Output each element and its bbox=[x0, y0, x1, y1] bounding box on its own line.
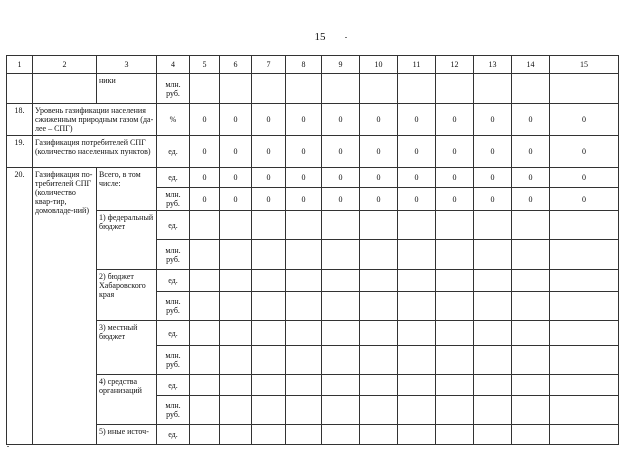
value-cell: 0 bbox=[436, 136, 474, 168]
value-cell bbox=[252, 346, 286, 375]
value-cell: 0 bbox=[512, 136, 550, 168]
value-cell: 0 bbox=[322, 168, 360, 188]
value-cell bbox=[474, 240, 512, 270]
indicator-name: Газификация по-требителей СПГ (количество квар-тир, домовладе-ний) bbox=[33, 168, 97, 445]
value-cell bbox=[220, 375, 252, 396]
value-cell bbox=[322, 240, 360, 270]
value-cell: 0 bbox=[190, 104, 220, 136]
value-cell bbox=[398, 346, 436, 375]
value-cell bbox=[360, 346, 398, 375]
column-header: 9 bbox=[322, 56, 360, 74]
value-cell bbox=[190, 240, 220, 270]
unit-cell: млн. руб. bbox=[157, 74, 190, 104]
value-cell bbox=[550, 375, 619, 396]
value-cell: 0 bbox=[512, 104, 550, 136]
unit-cell: млн. руб. bbox=[157, 396, 190, 425]
value-cell: 0 bbox=[512, 188, 550, 211]
value-cell bbox=[360, 321, 398, 346]
continuation-row bbox=[7, 74, 619, 104]
value-cell bbox=[252, 375, 286, 396]
column-header: 4 bbox=[157, 56, 190, 74]
value-cell: 0 bbox=[550, 188, 619, 211]
value-cell bbox=[286, 375, 322, 396]
value-cell bbox=[398, 396, 436, 425]
value-cell: 0 bbox=[398, 188, 436, 211]
value-cell bbox=[360, 270, 398, 292]
header-row bbox=[7, 56, 619, 74]
value-cell bbox=[190, 211, 220, 240]
value-cell bbox=[474, 425, 512, 445]
indicators-table bbox=[6, 55, 619, 445]
unit-cell: ед. bbox=[157, 136, 190, 168]
value-cell bbox=[190, 321, 220, 346]
unit-cell: млн. руб. bbox=[157, 346, 190, 375]
value-cell bbox=[474, 375, 512, 396]
scan-speck bbox=[345, 37, 347, 38]
value-cell bbox=[436, 346, 474, 375]
indicator-name: Газификация потребителей СПГ (количество населенных пунктов) bbox=[33, 136, 157, 168]
column-header: 13 bbox=[474, 56, 512, 74]
unit-cell: ед. bbox=[157, 375, 190, 396]
column-header: 15 bbox=[550, 56, 619, 74]
value-cell bbox=[550, 292, 619, 321]
value-cell: 0 bbox=[190, 136, 220, 168]
value-cell bbox=[360, 425, 398, 445]
value-cell bbox=[512, 321, 550, 346]
unit-cell: % bbox=[157, 104, 190, 136]
value-cell bbox=[474, 396, 512, 425]
value-cell: 0 bbox=[286, 136, 322, 168]
value-cell bbox=[190, 74, 220, 104]
unit-cell: ед. bbox=[157, 425, 190, 445]
value-cell bbox=[220, 346, 252, 375]
value-cell bbox=[360, 292, 398, 321]
value-cell bbox=[360, 74, 398, 104]
value-cell bbox=[322, 396, 360, 425]
value-cell: 0 bbox=[322, 188, 360, 211]
value-cell bbox=[252, 321, 286, 346]
value-cell bbox=[550, 346, 619, 375]
column-header: 3 bbox=[97, 56, 157, 74]
value-cell bbox=[286, 292, 322, 321]
value-cell bbox=[220, 292, 252, 321]
column-header: 8 bbox=[286, 56, 322, 74]
value-cell bbox=[474, 74, 512, 104]
value-cell: 0 bbox=[220, 104, 252, 136]
value-cell: 0 bbox=[512, 168, 550, 188]
value-cell bbox=[360, 240, 398, 270]
indicator-row bbox=[7, 136, 619, 168]
value-cell bbox=[190, 375, 220, 396]
table-cell bbox=[33, 74, 97, 104]
value-cell bbox=[220, 74, 252, 104]
column-header: 12 bbox=[436, 56, 474, 74]
column-header: 11 bbox=[398, 56, 436, 74]
source-label: 3) местный бюджет bbox=[97, 321, 157, 375]
value-cell bbox=[550, 74, 619, 104]
value-cell bbox=[220, 321, 252, 346]
value-cell bbox=[474, 346, 512, 375]
value-cell: 0 bbox=[360, 168, 398, 188]
value-cell bbox=[398, 375, 436, 396]
column-header: 1 bbox=[7, 56, 33, 74]
value-cell bbox=[398, 240, 436, 270]
value-cell bbox=[322, 346, 360, 375]
value-cell: 0 bbox=[252, 104, 286, 136]
value-cell bbox=[286, 425, 322, 445]
value-cell: 0 bbox=[436, 104, 474, 136]
value-cell: 0 bbox=[322, 104, 360, 136]
row-number: 18. bbox=[7, 104, 33, 136]
value-cell bbox=[286, 270, 322, 292]
value-cell bbox=[436, 74, 474, 104]
value-cell bbox=[436, 211, 474, 240]
value-cell bbox=[252, 240, 286, 270]
value-cell bbox=[512, 346, 550, 375]
value-cell bbox=[286, 346, 322, 375]
source-row bbox=[7, 211, 619, 240]
value-cell bbox=[436, 396, 474, 425]
value-cell bbox=[398, 211, 436, 240]
value-cell bbox=[398, 292, 436, 321]
value-cell: 0 bbox=[474, 188, 512, 211]
value-cell bbox=[190, 270, 220, 292]
value-cell bbox=[286, 396, 322, 425]
value-cell bbox=[322, 321, 360, 346]
unit-cell: ед. bbox=[157, 211, 190, 240]
value-cell bbox=[322, 211, 360, 240]
value-cell bbox=[190, 425, 220, 445]
value-cell bbox=[252, 211, 286, 240]
value-cell: 0 bbox=[436, 168, 474, 188]
value-cell: 0 bbox=[474, 104, 512, 136]
source-row bbox=[7, 270, 619, 292]
value-cell bbox=[252, 292, 286, 321]
indicator-name: Уровень газификации населения сжиженным природным газом (да-лее – СПГ) bbox=[33, 104, 157, 136]
source-row bbox=[7, 425, 619, 445]
column-header: 7 bbox=[252, 56, 286, 74]
value-cell bbox=[474, 270, 512, 292]
value-cell: 0 bbox=[550, 136, 619, 168]
source-label: 4) средства организаций bbox=[97, 375, 157, 425]
column-header: 6 bbox=[220, 56, 252, 74]
value-cell: 0 bbox=[398, 168, 436, 188]
indicator-row bbox=[7, 104, 619, 136]
scan-speck bbox=[7, 446, 9, 447]
value-cell: 0 bbox=[252, 188, 286, 211]
value-cell: 0 bbox=[360, 104, 398, 136]
column-header: 14 bbox=[512, 56, 550, 74]
value-cell bbox=[220, 240, 252, 270]
value-cell bbox=[550, 396, 619, 425]
value-cell bbox=[550, 321, 619, 346]
value-cell bbox=[550, 211, 619, 240]
value-cell: 0 bbox=[220, 168, 252, 188]
value-cell bbox=[220, 211, 252, 240]
value-cell bbox=[398, 425, 436, 445]
value-cell bbox=[322, 74, 360, 104]
source-label: 5) иные источ- bbox=[97, 425, 157, 445]
value-cell: 0 bbox=[322, 136, 360, 168]
value-cell bbox=[550, 425, 619, 445]
value-cell: 0 bbox=[220, 188, 252, 211]
unit-cell: млн. руб. bbox=[157, 240, 190, 270]
page-number: 15 bbox=[314, 31, 326, 43]
value-cell: 0 bbox=[474, 168, 512, 188]
value-cell: 0 bbox=[252, 136, 286, 168]
source-label: Всего, в том числе: bbox=[97, 168, 157, 211]
value-cell bbox=[512, 292, 550, 321]
value-cell: 0 bbox=[360, 136, 398, 168]
source-row bbox=[7, 375, 619, 396]
column-header: 5 bbox=[190, 56, 220, 74]
unit-cell: млн. руб. bbox=[157, 292, 190, 321]
value-cell bbox=[436, 425, 474, 445]
value-cell: 0 bbox=[190, 188, 220, 211]
value-cell: 0 bbox=[398, 136, 436, 168]
table-cell bbox=[7, 74, 33, 104]
value-cell bbox=[252, 396, 286, 425]
value-cell bbox=[322, 425, 360, 445]
value-cell: 0 bbox=[474, 136, 512, 168]
value-cell: 0 bbox=[550, 168, 619, 188]
value-cell bbox=[286, 321, 322, 346]
value-cell bbox=[512, 270, 550, 292]
value-cell: 0 bbox=[286, 104, 322, 136]
value-cell bbox=[190, 346, 220, 375]
value-cell bbox=[512, 396, 550, 425]
value-cell bbox=[360, 396, 398, 425]
value-cell bbox=[512, 74, 550, 104]
value-cell bbox=[360, 375, 398, 396]
value-cell bbox=[512, 375, 550, 396]
value-cell: 0 bbox=[286, 168, 322, 188]
value-cell bbox=[360, 211, 398, 240]
value-cell bbox=[286, 211, 322, 240]
value-cell: 0 bbox=[220, 136, 252, 168]
value-cell bbox=[190, 396, 220, 425]
unit-cell: ед. bbox=[157, 321, 190, 346]
column-header: 2 bbox=[33, 56, 97, 74]
value-cell bbox=[220, 270, 252, 292]
unit-cell: ед. bbox=[157, 168, 190, 188]
value-cell bbox=[436, 321, 474, 346]
value-cell bbox=[436, 270, 474, 292]
value-cell bbox=[398, 74, 436, 104]
value-cell bbox=[322, 375, 360, 396]
value-cell bbox=[286, 240, 322, 270]
row-number: 19. bbox=[7, 136, 33, 168]
value-cell bbox=[398, 321, 436, 346]
value-cell bbox=[512, 425, 550, 445]
value-cell: 0 bbox=[286, 188, 322, 211]
value-cell bbox=[220, 396, 252, 425]
value-cell bbox=[550, 270, 619, 292]
value-cell bbox=[512, 211, 550, 240]
value-cell: 0 bbox=[398, 104, 436, 136]
value-cell bbox=[252, 425, 286, 445]
source-label: 2) бюджет Хабаровского края bbox=[97, 270, 157, 321]
value-cell bbox=[322, 270, 360, 292]
value-cell: 0 bbox=[360, 188, 398, 211]
value-cell bbox=[322, 292, 360, 321]
unit-cell: ед. bbox=[157, 270, 190, 292]
value-cell bbox=[550, 240, 619, 270]
value-cell: 0 bbox=[550, 104, 619, 136]
row-number: 20. bbox=[7, 168, 33, 445]
value-cell bbox=[474, 211, 512, 240]
unit-cell: млн. руб. bbox=[157, 188, 190, 211]
indicator-row bbox=[7, 168, 619, 188]
value-cell bbox=[436, 240, 474, 270]
column-header: 10 bbox=[360, 56, 398, 74]
source-row bbox=[7, 321, 619, 346]
value-cell bbox=[220, 425, 252, 445]
value-cell: 0 bbox=[252, 168, 286, 188]
value-cell bbox=[398, 270, 436, 292]
source-label: 1) федеральный бюджет bbox=[97, 211, 157, 270]
value-cell: 0 bbox=[190, 168, 220, 188]
value-cell bbox=[512, 240, 550, 270]
value-cell bbox=[252, 74, 286, 104]
value-cell bbox=[252, 270, 286, 292]
value-cell: 0 bbox=[436, 188, 474, 211]
value-cell bbox=[474, 321, 512, 346]
indicator-detail: ники bbox=[97, 74, 157, 104]
value-cell bbox=[436, 375, 474, 396]
value-cell bbox=[436, 292, 474, 321]
value-cell bbox=[474, 292, 512, 321]
value-cell bbox=[286, 74, 322, 104]
value-cell bbox=[190, 292, 220, 321]
